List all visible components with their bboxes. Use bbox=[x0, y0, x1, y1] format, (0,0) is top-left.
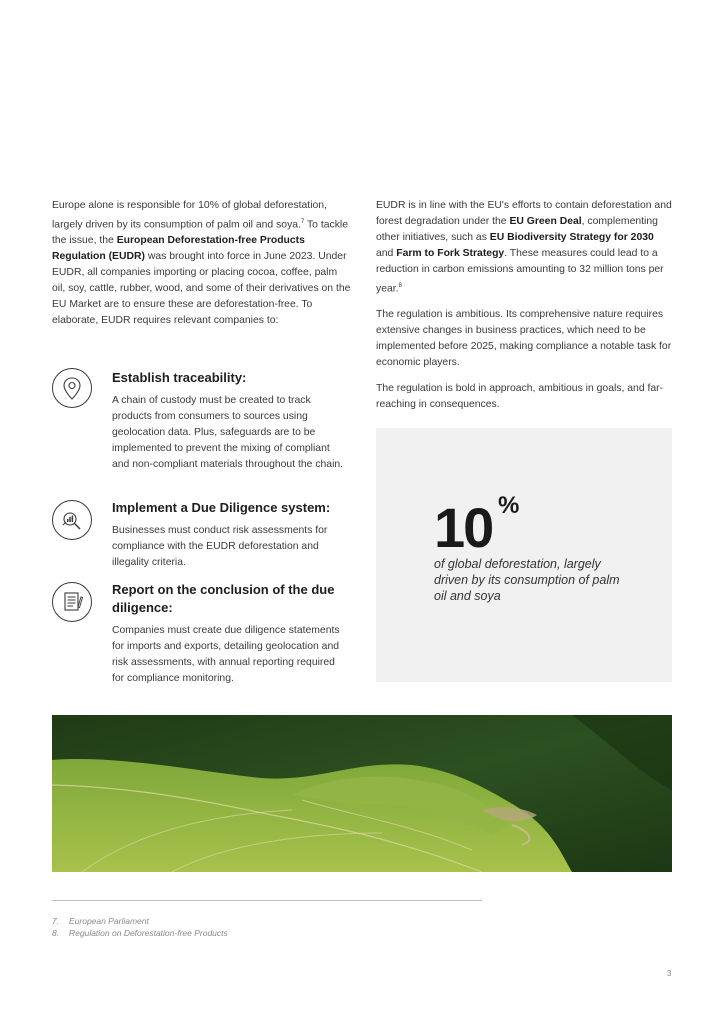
requirement-title: Implement a Due Diligence system: bbox=[112, 500, 331, 515]
location-pin-icon bbox=[52, 368, 92, 408]
stat-number: 10 bbox=[434, 496, 493, 559]
bold-approach-paragraph: The regulation is bold in approach, ambitious in goals, and far-reaching in consequences. bbox=[376, 383, 664, 411]
footnote-ref-7[interactable]: 7 bbox=[300, 219, 305, 225]
intro-text-2: To tackle the issue, the bbox=[52, 219, 348, 247]
footnote-7: 7. European Parliament bbox=[52, 916, 149, 926]
stat-caption: of global deforestation, largely driven by its consumption of palm oil and soya bbox=[434, 557, 620, 603]
page-number: 3 bbox=[667, 969, 672, 978]
document-report-icon bbox=[52, 582, 92, 622]
stat-callout bbox=[376, 428, 672, 682]
requirement-title: Establish traceability: bbox=[112, 370, 247, 385]
stat-unit: % bbox=[498, 492, 520, 519]
footnote-ref-8[interactable]: 8 bbox=[398, 283, 402, 289]
footnote-divider bbox=[52, 900, 482, 901]
requirement-text: A chain of custody must be created to track products from consumers to sources using geolocation data. Plus, safeguards are to be implemented to prevent the mixing of compliant and non-compliant materials throughout the chain. bbox=[112, 395, 344, 470]
ambitious-paragraph: The regulation is ambitious. Its comprehensive nature requires extensive changes in business practices, which need to be implemented before 2025, making compliance a notable task for economic players. bbox=[376, 309, 672, 369]
intro-text-1: Europe alone is responsible for 10% of global deforestation, largely driven by its consumption of palm oil and soya. bbox=[52, 200, 327, 231]
requirement-title: Report on the conclusion of the due diligence: bbox=[112, 582, 335, 615]
requirement-text: Companies must create due diligence statements for imports and exports, detailing geolocation and risk assessments, with annual reporting required for compliance monitoring. bbox=[112, 625, 340, 684]
footnote-8: 8. Regulation on Deforestation-free Products bbox=[52, 928, 228, 938]
eudr-context-paragraph: EUDR is in line with the EU's efforts to contain deforestation and forest degradation under the EU Green Deal, complementing other initiatives, such as EU Biodiversity Strategy for 2030 and Farm to Fork Strategy. These measures could lead to a reduction in carbon emissions amounting to 32 million tons per year.$^8$ bbox=[376, 200, 672, 295]
risk-analysis-icon bbox=[52, 500, 92, 540]
requirement-text: Businesses must conduct risk assessments for compliance with the EUDR deforestation and illegality criteria. bbox=[112, 525, 328, 568]
aerial-plantation-photo bbox=[52, 715, 672, 872]
intro-paragraph bbox=[52, 198, 352, 339]
intro-text-3: was brought into force in June 2023. Under EUDR, all companies importing or placing cocoa, coffee, palm oil, soy, cattle, rubber, wood, and some of their derivatives on the EU Market are to ensure these are deforestation-free. To elaborate, EUDR requires relevant companies to: bbox=[52, 251, 351, 327]
right-column bbox=[376, 198, 672, 423]
eudr-bold: European Deforestation-free Products Regulation (EUDR) bbox=[52, 235, 305, 263]
